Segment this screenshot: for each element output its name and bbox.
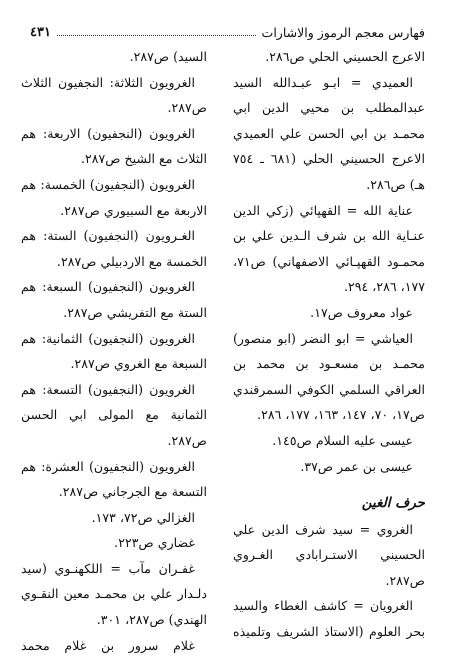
index-line: الخمسة مع الاردبيلي ص٢٨٧.: [56, 253, 207, 269]
index-line: السيد) ص٢٨٧.: [129, 49, 207, 64]
index-line: الغروي = سيد شرف الدين علي: [233, 521, 413, 537]
index-line: الثلاث مع الشيخ ص٢٨٧.: [80, 151, 207, 167]
index-line: عبدالمطلب بن محيي الدين ابي: [233, 100, 425, 116]
index-line: التسعة مع الجرجاني ص٢٨٧.: [58, 484, 207, 500]
left-column: [21, 44, 207, 658]
index-line: عواد معروف ص١٧.: [310, 304, 413, 320]
index-line: ص٢٨٧.: [167, 100, 207, 116]
index-line: هـ) ص٢٨٦.: [366, 176, 425, 192]
index-line: الغـرويون (النجفيون) الستة: هم: [21, 228, 195, 244]
index-line: عنـاية الله بن شرف الـدين علي بن: [233, 228, 425, 244]
index-line: العياشي = ابو النضر (ابو منصور): [233, 330, 413, 346]
index-line: عيسى عليه السلام ص١٤٥.: [272, 432, 413, 448]
index-line: الغزالي ص٧٢، ١٧٣.: [91, 509, 195, 525]
index-line: ص٢٨٧.: [385, 572, 425, 588]
index-line: الستة مع التفريشي ص٢٨٧.: [63, 304, 207, 320]
index-line: السبعة مع الغروي ص٢٨٧.: [70, 356, 207, 372]
index-line: الغرويون (النجفيون) الخمسة: هم: [21, 176, 195, 192]
index-line: الغرويون (النجفيون) الاربعة: هم: [21, 125, 195, 141]
right-column: [233, 44, 425, 645]
index-line: غضاري ص٢٢٣.: [114, 535, 195, 551]
section-heading: حرف الغين: [361, 495, 425, 512]
index-line: العراقي السلمي الكوفي السمرقندي: [233, 381, 425, 397]
index-line: الثمانية مع المولى ابي الحسن: [21, 407, 207, 423]
index-line: الغرويون (النجفيون) الثمانية: هم: [21, 330, 195, 346]
header-title: فهارس معجم الرموز والاشارات: [261, 24, 425, 40]
index-line: الغرويون (النجفيون) العشرة: هم: [21, 458, 195, 474]
index-line: ص١٧، ٧٠، ١٤٧، ١٦٣، ١٧٧، ٢٨٦.: [257, 407, 425, 423]
index-line: الاربعة مع السبيوري ص٢٨٧.: [60, 202, 207, 218]
running-header: [30, 22, 425, 42]
index-line: الغرويون (النجفيون) السبعة: هم: [21, 279, 195, 295]
index-line: محمـد بن ابي الحسن علي العميدي: [233, 125, 425, 141]
page-number: ٤٣١: [30, 24, 51, 40]
index-line: ص٢٨٧.: [167, 432, 207, 448]
index-line: عيسى بن عمر ص٣٧.: [300, 458, 413, 474]
index-line: محمـد بن مسعـود بن محمد بن: [233, 356, 425, 372]
index-line: غفـران مآب = اللكهنـوي (سيد: [21, 560, 195, 576]
index-line: غلام سرور بن غلام محمد: [21, 637, 195, 653]
index-line: الاعرج الحسيني الحلي (٦٨١ ـ ٧٥٤: [233, 151, 425, 167]
index-line: الغرويون الثلاثة: النجفيون الثلاث: [21, 74, 195, 90]
index-line: محمـود القهپـائي الاصفهاني) ص٧١،: [233, 253, 425, 269]
index-line: دلـدار علي بن محمـد معين النقـوي: [21, 586, 207, 602]
index-line: الحسيني الاستـرابادي الغـروي: [233, 547, 425, 563]
index-line: بحر العلوم (الاستاذ الشريف وتلميذه: [233, 624, 425, 640]
index-line: الغرويان = كاشف الغطاء والسيد: [233, 598, 413, 614]
index-line: عناية الله = القهپائي (زكي الدين: [233, 202, 413, 218]
index-line: ١٧٧، ٢٨٦، ٢٩٤.: [343, 279, 425, 295]
header-dot-leader: [57, 35, 256, 36]
index-line: الغرويون (النجفيون) التسعة: هم: [21, 381, 195, 397]
index-line: الاعرج الحسيني الحلي ص٢٨٦.: [265, 49, 425, 64]
index-line: العميدي = ابـو عبـدالله السيد: [233, 74, 413, 90]
index-line: الهندي) ص٢٨٧، ٣٠١.: [96, 612, 207, 628]
